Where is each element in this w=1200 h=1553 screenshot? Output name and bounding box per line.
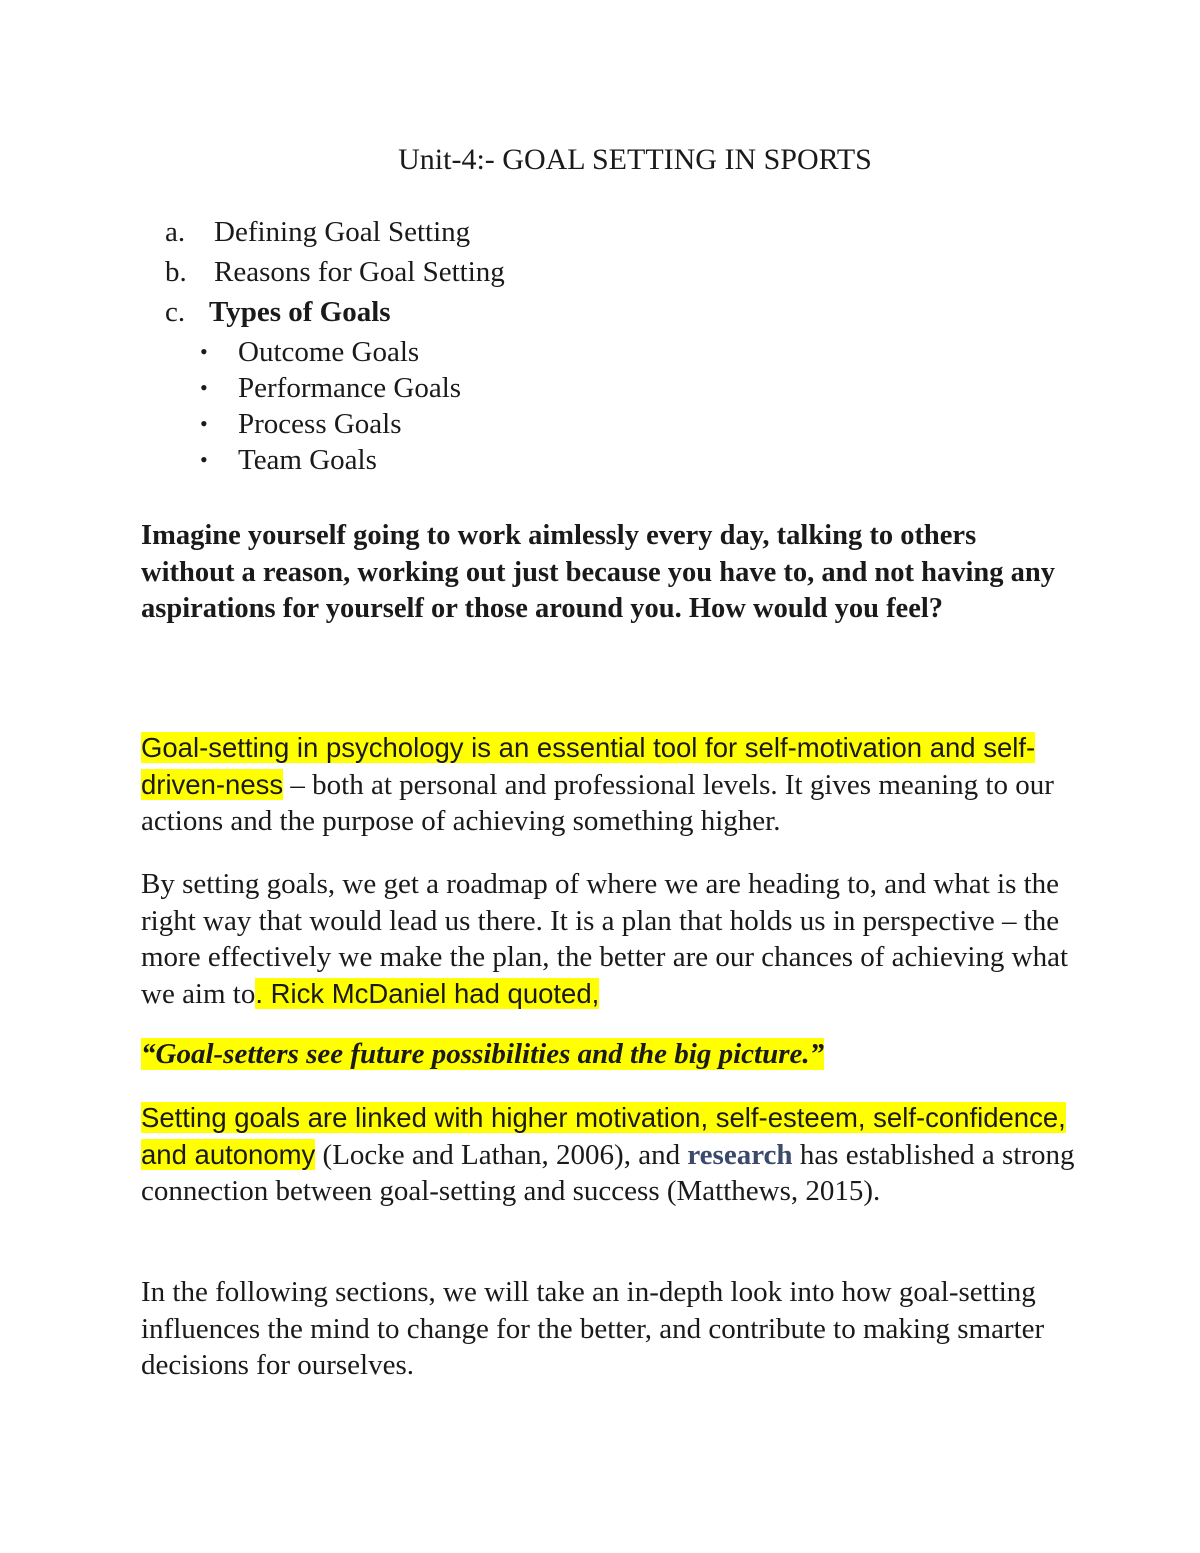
list-item-label: Process Goals [238, 408, 402, 440]
page-title: Unit-4:- GOAL SETTING IN SPORTS [398, 143, 872, 176]
list-item-label: Team Goals [238, 444, 377, 476]
topic-label: Reasons for Goal Setting [214, 256, 505, 288]
intro-paragraph: Imagine yourself going to work aimlessly every day, talking to others without a reason, working out just because you have to, and not having any aspirations for yourself or those around you. How would you feel? [141, 520, 1055, 624]
topic-label: Defining Goal Setting [214, 216, 471, 248]
bullet-icon: • [200, 339, 208, 364]
list-item [200, 442, 461, 478]
list-item [200, 370, 461, 406]
topic-marker: b. [165, 256, 187, 288]
topic-item [165, 212, 505, 252]
quote [141, 1036, 1076, 1073]
highlighted-quote: “Goal-setters see future possibilities and the big picture.” [141, 1038, 825, 1070]
paragraph-goal-setting-definition [141, 730, 1076, 840]
topic-label: Types of Goals [209, 296, 391, 328]
list-item-label: Outcome Goals [238, 336, 420, 368]
list-item [200, 334, 461, 370]
paragraph-text: – both at personal and professional levels. It gives meaning to our actions and the purpose of achieving something higher. [141, 768, 1054, 837]
topic-item [165, 292, 505, 332]
paragraph-text: (Locke and Lathan, 2006), and [315, 1138, 688, 1171]
topic-item [165, 252, 505, 292]
list-item [200, 406, 461, 442]
highlighted-text: . Rick McDaniel had quoted, [255, 977, 600, 1009]
topic-marker: a. [165, 216, 186, 248]
topic-marker: c. [165, 296, 186, 328]
highlighted-text: Setting goals are linked with higher motivation, self-esteem, self-confidence, and autonomy [141, 1102, 1066, 1170]
paragraph-roadmap [141, 866, 1076, 1012]
list-item-label: Performance Goals [238, 372, 462, 404]
highlighted-text: Goal-setting in psychology is an essential tool for self-motivation and self-driven-ness [141, 732, 1036, 800]
goal-types-list [200, 334, 461, 478]
paragraph-text: has established a strong connection between goal-setting and success (Matthews, 2015). [141, 1138, 1075, 1207]
topic-list [165, 212, 505, 332]
bullet-icon: • [200, 447, 208, 472]
research-link[interactable]: research [687, 1138, 793, 1171]
paragraph-following-sections: In the following sections, we will take an in-depth look into how goal-setting influences the mind to change for the better, and contribute to making smarter decisions for ourselves. [141, 1276, 1045, 1381]
bullet-icon: • [200, 375, 208, 400]
bullet-icon: • [200, 411, 208, 436]
paragraph-text: By setting goals, we get a roadmap of where we are heading to, and what is the right way that would lead us there. It is a plan that holds us in perspective – the more effectively we make the plan, the better are our chances of achieving what we aim to [141, 868, 1069, 1010]
paragraph-research [141, 1100, 1076, 1210]
